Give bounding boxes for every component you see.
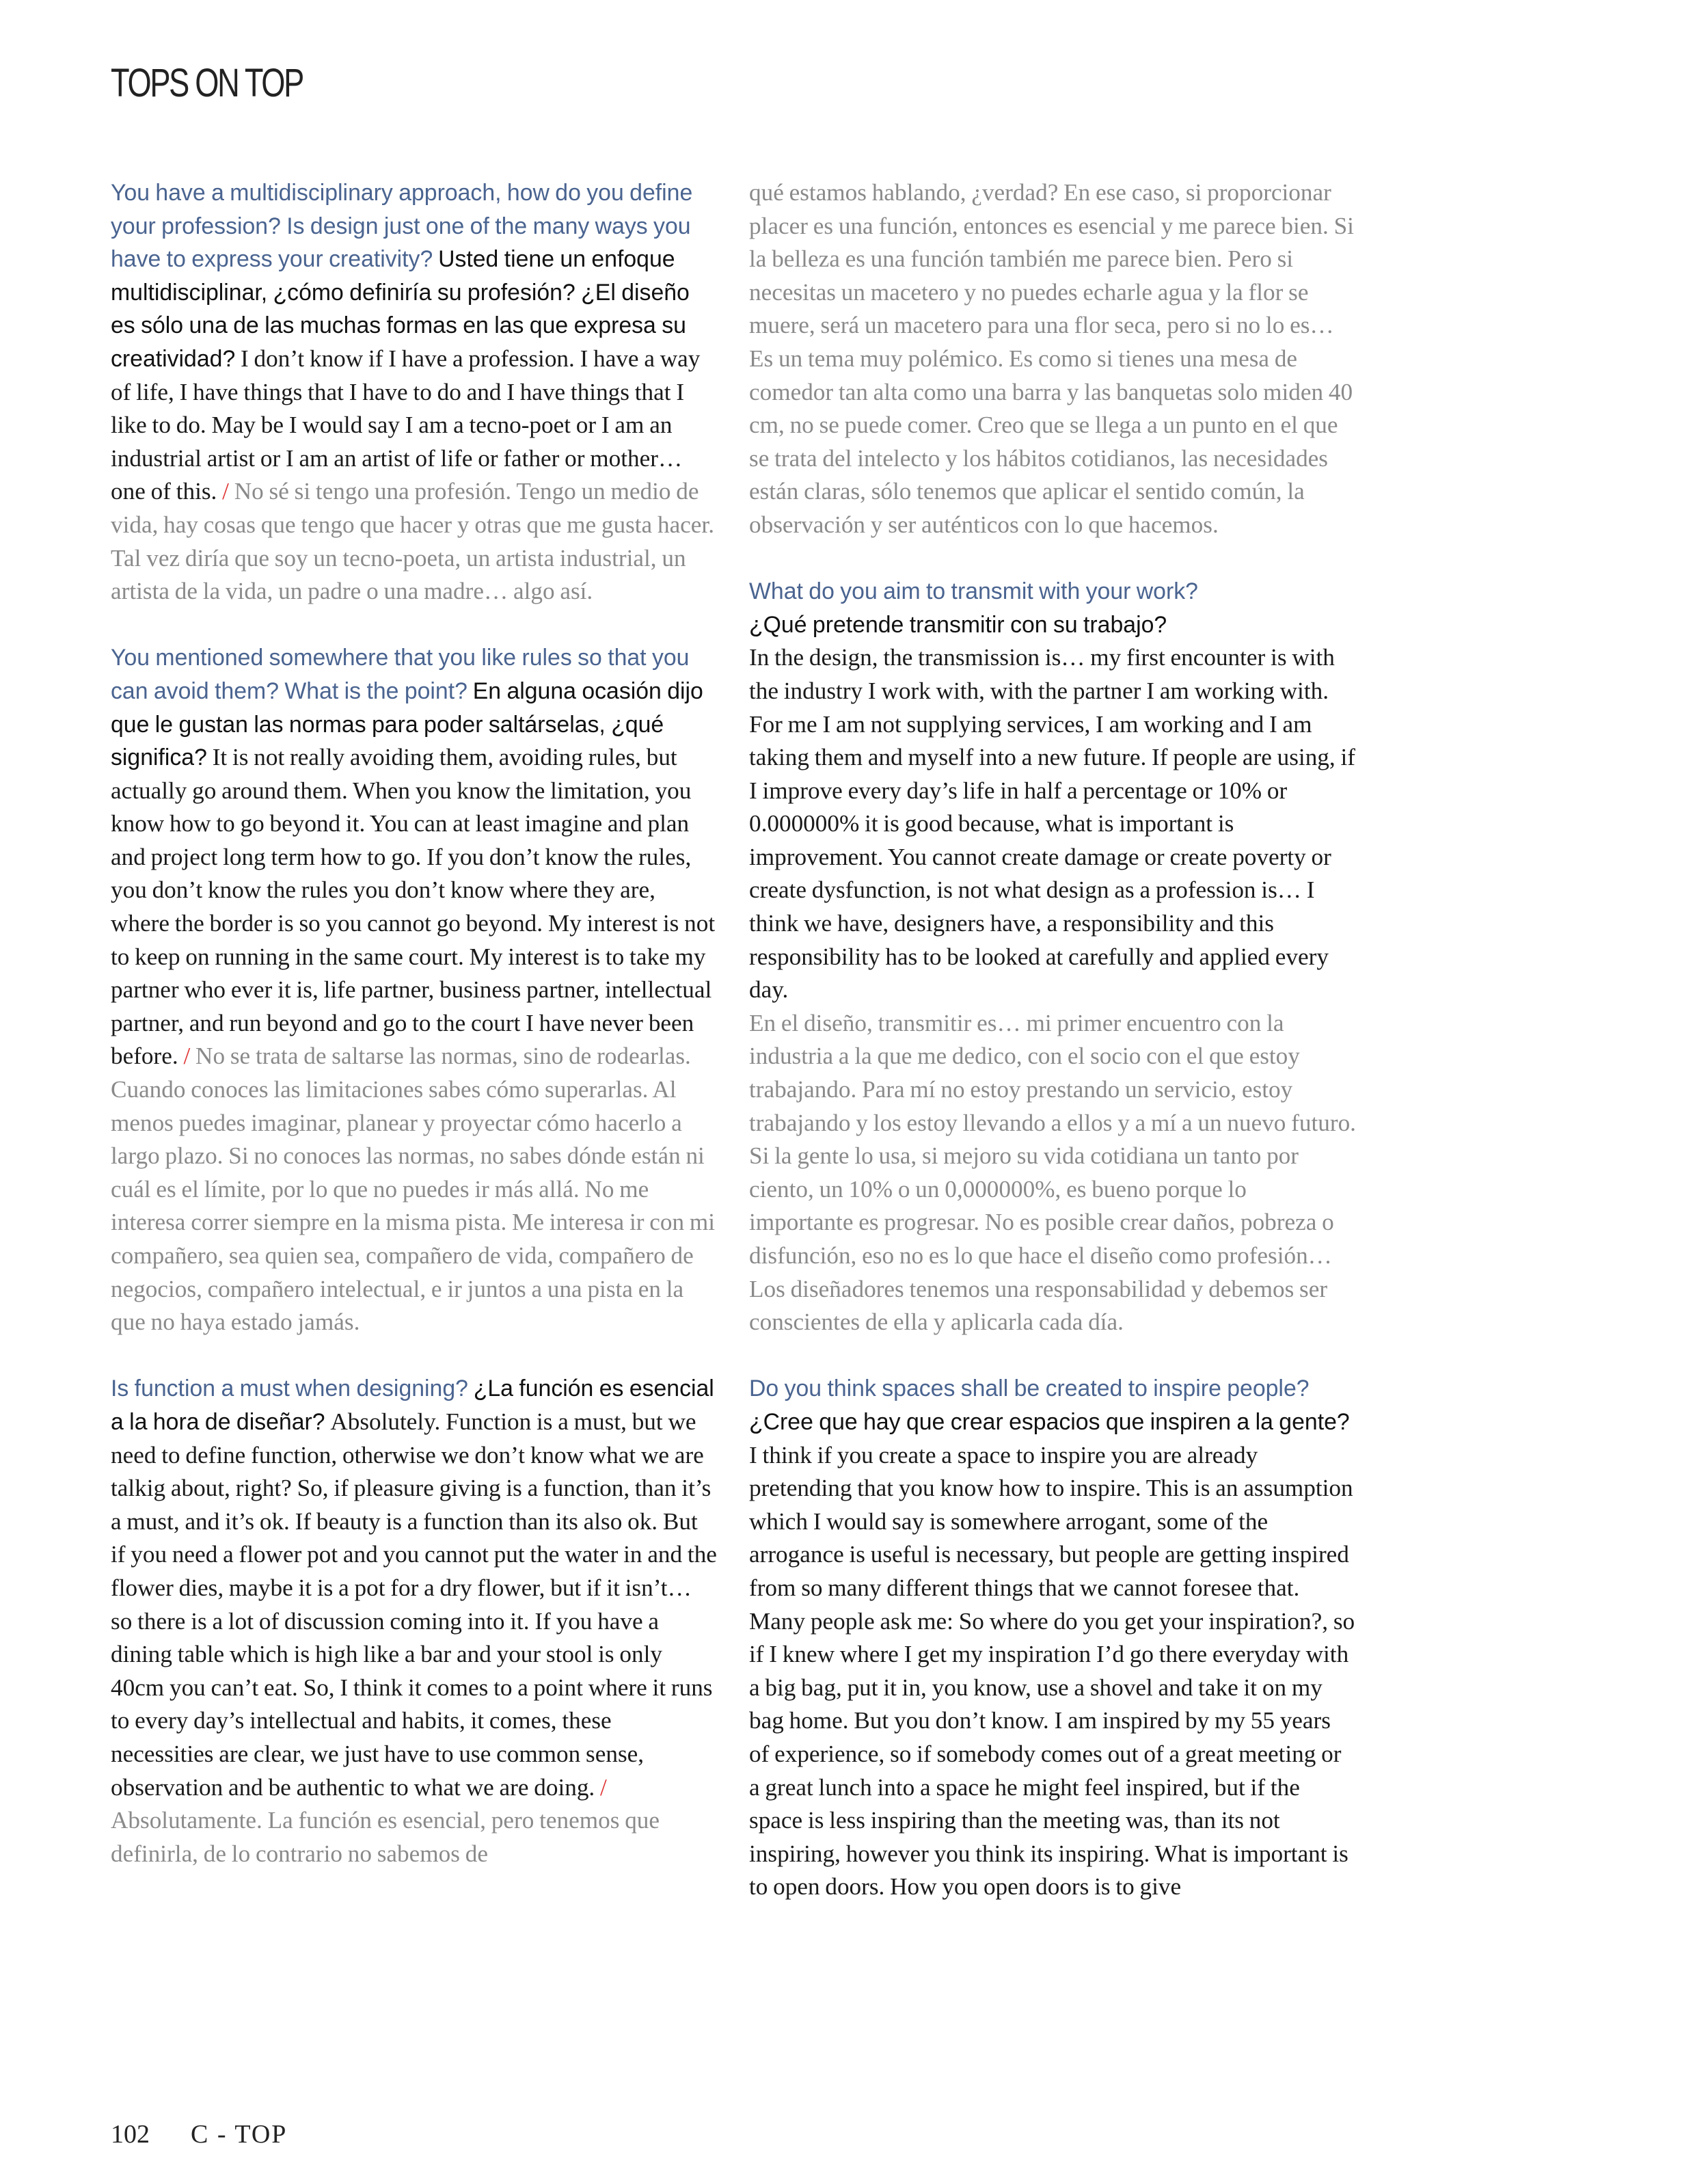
answer-spanish: Absolutamente. La función es esencial, pero tenemos que definirla, de lo contrario no sabemos de — [111, 1807, 660, 1867]
language-separator: / — [183, 1043, 191, 1070]
question-english: Is function a must when designing? — [111, 1375, 468, 1402]
page-number: 102 — [111, 2120, 150, 2149]
answer-english: I think if you create a space to inspire you are already pretending that you know how to inspire. This is an assumption which I would say is somewhere arrogant, some of the arrogance is useful is necessary, but people are getting inspired from so many different things that we cannot foresee that. Many people ask me: So where do you get your inspiration?, so if I knew where I get my inspiration I’d go there everyday with a big bag, put it in, you know, use a shovel and take it on my bag home. But you don’t know. I am inspired by my 55 years of experience, so if somebody comes out of a great meeting or a great lunch into a space he might feel inspired, but if the space is less inspiring than the meeting was, than its not inspiring, however you think its inspiring. What is important is to open doors. How you open doors is to give — [749, 1441, 1355, 1901]
question-block — [111, 1372, 718, 1870]
question-block — [111, 641, 718, 1339]
answer-english: I don’t know if I have a profession. I have a way of life, I have things that I have to do and I have things that I like to do. May be I would say I am a tecno-poet or I am an industrial artist or I am an artist of life or father or mother… one of this. — [111, 345, 701, 505]
left-column — [111, 176, 718, 1870]
question-english: What do you aim to transmit with your work? — [749, 578, 1198, 605]
question-spanish: ¿La función es esencial a la hora de diseñar? — [111, 1375, 714, 1435]
question-spanish: En alguna ocasión dijo que le gustan las normas para poder saltárselas, ¿qué significa? — [111, 677, 703, 771]
page-footer — [111, 2119, 287, 2149]
language-separator: / — [222, 478, 229, 505]
magazine-name: C - TOP — [191, 2120, 288, 2149]
question-block — [749, 1372, 1356, 1904]
section-header: TOPS ON TOP — [111, 61, 303, 105]
answer-english: Absolutely. Function is a must, but we need to define function, otherwise we don’t know what we are talkig about, right? So, if pleasure giving is a function, than it’s a must, and it’s ok. If beauty is a function than its also ok. But if you need a flower pot and you cannot put the water in and the flower dies, maybe it is a pot for a dry flower, but if it isn’t… so there is a lot of discussion coming into it. If you have a dining table which is high like a bar and your stool is only 40cm you can’t eat. So, I think it comes to a point where it runs to every day’s intellectual and habits, it comes, these necessities are clear, we just have to use common sense, observation and be authentic to what we are doing. — [111, 1408, 717, 1801]
answer-english: In the design, the transmission is… my first encounter is with the industry I work with, with the partner I am working with. For me I am not supplying services, I am working and I am taking them and myself into a new future. If people are using, if I improve every day’s life in half a percentage or 10% or 0.000000% it is good because, what is important is improvement. You cannot create damage or create poverty or create dysfunction, is not what design as a profession is… I think we have, designers have, a responsibility and this responsibility has to be looked at carefully and applied every day. — [749, 644, 1355, 1004]
question-block — [111, 176, 718, 608]
answer-spanish: No sé si tengo una profesión. Tengo un medio de vida, hay cosas que tengo que hacer y otras que me gusta hacer. Tal vez diría que soy un tecno-poeta, un artista industrial, un artista de la vida, un padre o una madre… algo así. — [111, 478, 714, 605]
question-block — [749, 575, 1356, 1339]
answer-continuation — [749, 176, 1356, 542]
answer-spanish: No se trata de saltarse las normas, sino de rodearlas. Cuando conoces las limitaciones sabes cómo superarlas. Al menos puedes imaginar, planear y proyectar cómo hacerlo a largo plazo. Si no conoces las normas, no sabes dónde están ni cuál es el límite, por lo que no puedes ir más allá. No me interesa correr siempre en la misma pista. Me interesa ir con mi compañero, sea quien sea, compañero de vida, compañero de negocios, compañero intelectual, e ir juntos a una pista en la que no haya estado jamás. — [111, 1043, 715, 1336]
question-english: You have a multidisciplinary approach, how do you define your profession? Is design just one of the many ways you have to express your creativity? — [111, 180, 693, 273]
question-english: You mentioned somewhere that you like rules so that you can avoid them? What is the point? — [111, 645, 690, 704]
answer-english: It is not really avoiding them, avoiding rules, but actually go around them. When you know the limitation, you know how to go beyond it. You can at least imagine and plan and project long term how to go. If you don’t know the rules, you don’t know the rules you don’t know where they are, where the border is so you cannot go beyond. My interest is not to keep on running in the same court. My interest is to take my partner who ever it is, life partner, business partner, intellectual partner, and run beyond and go to the court I have never been before. — [111, 744, 716, 1070]
question-english: Do you think spaces shall be created to inspire people? — [749, 1375, 1310, 1402]
answer-spanish: En el diseño, transmitir es… mi primer encuentro con la industria a la que me dedico, con el socio con el que estoy trabajando. Para mí no estoy prestando un servicio, estoy trabajando y los estoy llevando a ellos y a mí a un nuevo futuro. Si la gente lo usa, si mejoro su vida cotidiana un tanto por ciento, un 10% o un 0,000000%, es bueno porque lo importante es progresar. No es posible crear daños, pobreza o disfunción, eso no es lo que hace el diseño como profesión… Los diseñadores tenemos una responsabilidad y debemos ser conscientes de ella y aplicarla cada día. — [749, 1009, 1356, 1336]
answer-spanish: qué estamos hablando, ¿verdad? En ese caso, si proporcionar placer es una función, entonces es esencial y me parece bien. Si la belleza es una función también me parece bien. Pero si necesitas un macetero y no puedes echarle agua y la flor se muere, será un macetero para una flor seca, pero si no lo es… Es un tema muy polémico. Es como si tienes una mesa de comedor tan alta como una barra y las banquetas solo miden 40 cm, no se puede comer. Creo que se llega a un punto en el que se trata del intelecto y los hábitos cotidianos, las necesidades están claras, sólo tenemos que aplicar el sentido común, la observación y ser auténticos con lo que hacemos. — [749, 179, 1354, 538]
question-spanish: ¿Cree que hay que crear espacios que inspiren a la gente? — [749, 1408, 1350, 1435]
question-spanish: ¿Qué pretende transmitir con su trabajo? — [749, 611, 1167, 638]
language-separator: / — [600, 1773, 607, 1801]
right-column — [749, 176, 1356, 1904]
question-spanish: Usted tiene un enfoque multidisciplinar, ¿cómo definiría su profesión? ¿El diseño es sólo una de las muchas formas en las que expresa su creatividad? — [111, 246, 690, 372]
